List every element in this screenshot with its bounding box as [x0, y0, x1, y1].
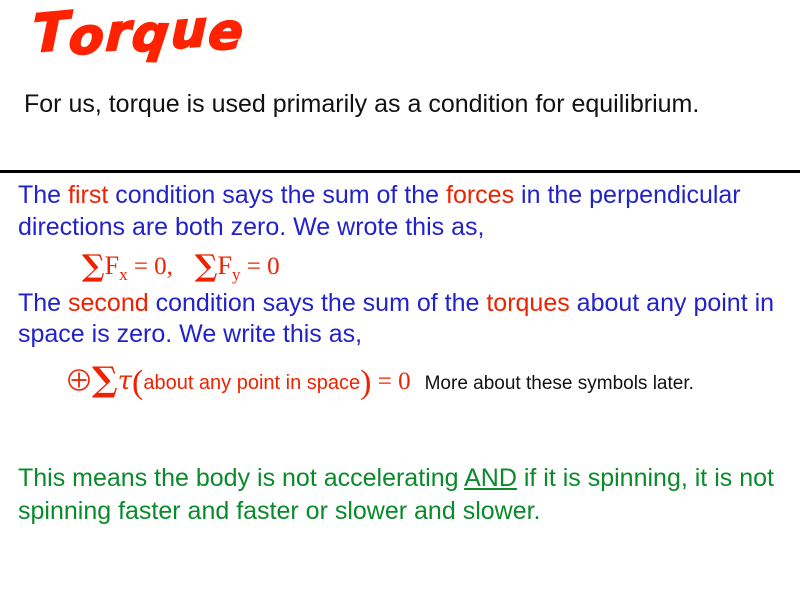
first-condition-text-a: The — [18, 181, 69, 209]
torque-equals-zero: = 0 — [371, 368, 411, 396]
body-block — [18, 180, 788, 404]
conclusion-part1: This means the body is not accelerating — [18, 464, 465, 492]
paren-close: ) — [360, 364, 372, 402]
conclusion-emphasis: AND — [464, 464, 517, 492]
keyword-first: first — [68, 181, 109, 209]
sigma-symbol: ∑ — [194, 248, 218, 284]
first-condition-text-c: in the perpendicular directions are both zero. We wrote this as, — [18, 181, 741, 241]
circled-plus-icon — [66, 367, 92, 393]
about-any-point-label: about any point in space — [143, 372, 361, 395]
force-y-equals-zero: = 0 — [240, 252, 280, 280]
equation-second-condition — [18, 359, 788, 404]
keyword-torques: torques — [486, 288, 570, 317]
first-condition-paragraph — [18, 180, 788, 244]
first-condition-text-b: condition says the sum of the — [108, 181, 446, 209]
second-condition-text-b: condition says the sum of the — [148, 288, 487, 317]
conclusion-text — [18, 462, 793, 527]
force-y-var: F — [217, 250, 232, 280]
title-char: T — [32, 0, 72, 65]
title-char: e — [205, 2, 248, 62]
tau-symbol: τ — [117, 366, 132, 397]
title-char: o — [66, 7, 110, 66]
keyword-second: second — [68, 288, 149, 317]
conclusion-part2: if it is spinning, it is not spinning faster and faster or slower and slower. — [18, 464, 774, 525]
force-x-var: F — [104, 250, 120, 280]
second-condition-paragraph — [18, 288, 788, 352]
symbols-note: More about these symbols later. — [424, 373, 694, 395]
force-x-subscript: x — [119, 264, 128, 284]
keyword-forces: forces — [446, 181, 515, 209]
force-y-subscript: y — [231, 264, 241, 284]
sigma-symbol: ∑ — [92, 360, 118, 401]
horizontal-divider — [0, 170, 800, 173]
second-condition-text-a: The — [18, 288, 69, 317]
force-x-equals-zero: = 0, — [127, 252, 173, 280]
title-char: q — [129, 4, 175, 64]
title-char: r — [105, 2, 135, 63]
page-title — [31, 0, 248, 66]
equation-first-condition — [18, 248, 788, 286]
title-char: u — [170, 0, 210, 61]
sigma-symbol: ∑ — [82, 248, 105, 284]
second-condition-text-c: about any point in space is zero. We write this as, — [18, 288, 775, 349]
paren-open: ( — [132, 364, 144, 402]
intro-text: For us, torque is used primarily as a condition for equilibrium. — [24, 90, 700, 118]
